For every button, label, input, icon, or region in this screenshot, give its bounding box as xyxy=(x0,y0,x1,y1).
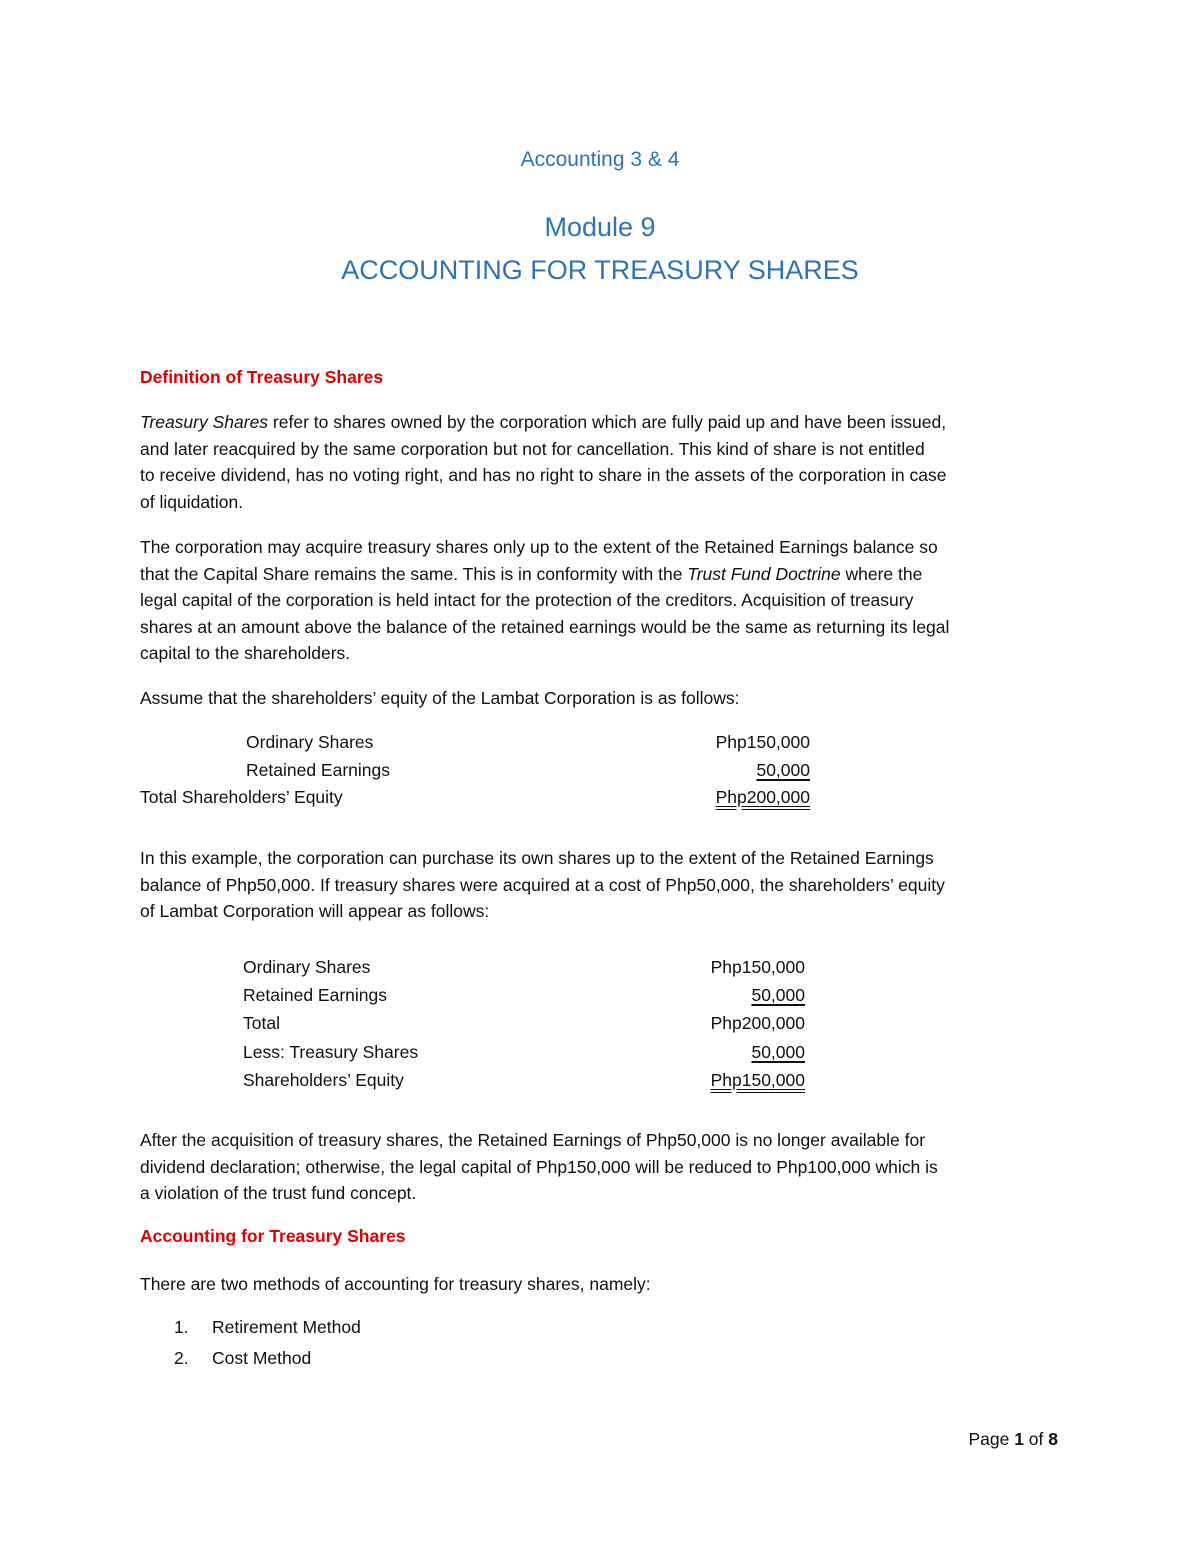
list-number: 2. xyxy=(174,1348,189,1368)
course-title: Accounting 3 & 4 xyxy=(520,148,680,171)
list-item xyxy=(174,1317,361,1338)
section-heading-definition: Definition of Treasury Shares xyxy=(140,367,384,387)
section-heading-accounting: Accounting for Treasury Shares xyxy=(140,1226,406,1246)
table-row-amount: Php200,000 xyxy=(715,787,810,807)
table-row-amount: 50,000 xyxy=(756,760,810,780)
list-label: Cost Method xyxy=(212,1348,312,1368)
table-row-label: Retained Earnings xyxy=(243,985,387,1005)
definition-line-2: and later reacquired by the same corporation but not for cancellation. This kind of share is not entitled xyxy=(140,438,925,459)
table-row-label: Total Shareholders’ Equity xyxy=(140,787,343,807)
table-row-amount: Php150,000 xyxy=(710,1070,805,1090)
list-item xyxy=(174,1348,311,1369)
definition-line-1: Treasury Shares refer to shares owned by the corporation which are fully paid up and have been issued, xyxy=(140,412,947,432)
methods-intro: There are two methods of accounting for treasury shares, namely: xyxy=(140,1274,651,1294)
table-row-label: Less: Treasury Shares xyxy=(243,1042,419,1062)
page-footer: Page 1 of 8 xyxy=(968,1429,1058,1449)
definition-line-4: of liquidation. xyxy=(140,491,244,512)
page-total: 8 xyxy=(1048,1429,1058,1449)
table-row-amount: 50,000 xyxy=(751,985,805,1005)
definition-paragraph xyxy=(140,409,1065,515)
table-row-label: Total xyxy=(243,1013,280,1033)
table-row-amount: Php150,000 xyxy=(715,732,810,752)
table-row-label: Ordinary Shares xyxy=(246,732,374,752)
module-number: Module 9 xyxy=(544,212,656,242)
table-row-amount: 50,000 xyxy=(751,1042,805,1062)
table-row-label: Retained Earnings xyxy=(246,760,390,780)
page-number: 1 xyxy=(1014,1429,1024,1449)
table-row-amount: Php200,000 xyxy=(710,1013,805,1033)
table-row-amount: Php150,000 xyxy=(710,957,805,977)
page-title: ACCOUNTING FOR TREASURY SHARES xyxy=(341,255,859,285)
term-trust-fund-doctrine: Trust Fund Doctrine xyxy=(687,563,841,584)
term-treasury-shares: Treasury Shares xyxy=(140,412,269,432)
list-label: Retirement Method xyxy=(212,1317,361,1337)
assumption-text: Assume that the shareholders’ equity of the Lambat Corporation is as follows: xyxy=(140,688,740,708)
table-row-label: Shareholders’ Equity xyxy=(243,1070,404,1090)
example-paragraph: In this example, the corporation can purchase its own shares up to the extent of the Retained Earnings balance of Php50,000. If treasury shares were acquired at a cost of Php50,000, the shareholders’ equity of Lambat Corporation will appear as follows: xyxy=(140,848,945,921)
after-acquisition-paragraph: After the acquisition of treasury shares, the Retained Earnings of Php50,000 is no longer available for dividend declaration; otherwise, the legal capital of Php150,000 will be reduced to Php100,000 which is a violation of the trust fund concept. xyxy=(140,1130,938,1203)
trust-fund-paragraph: The corporation may acquire treasury shares only up to the extent of the Retained Earnings balance so that the Capital Share remains the same. This is in conformity with the Trust Fund Doctrine where the legal capital of the corporation is held intact for the protection of the creditors. Acquisition of treasury shares at an amount above the balance of the retained earnings would be the same as returning its legal capital to the shareholders. xyxy=(140,537,950,663)
table-row-label: Ordinary Shares xyxy=(243,957,371,977)
list-number: 1. xyxy=(174,1317,189,1337)
definition-line-3: to receive dividend, has no voting right, and has no right to share in the assets of the corporation in case xyxy=(140,465,947,485)
